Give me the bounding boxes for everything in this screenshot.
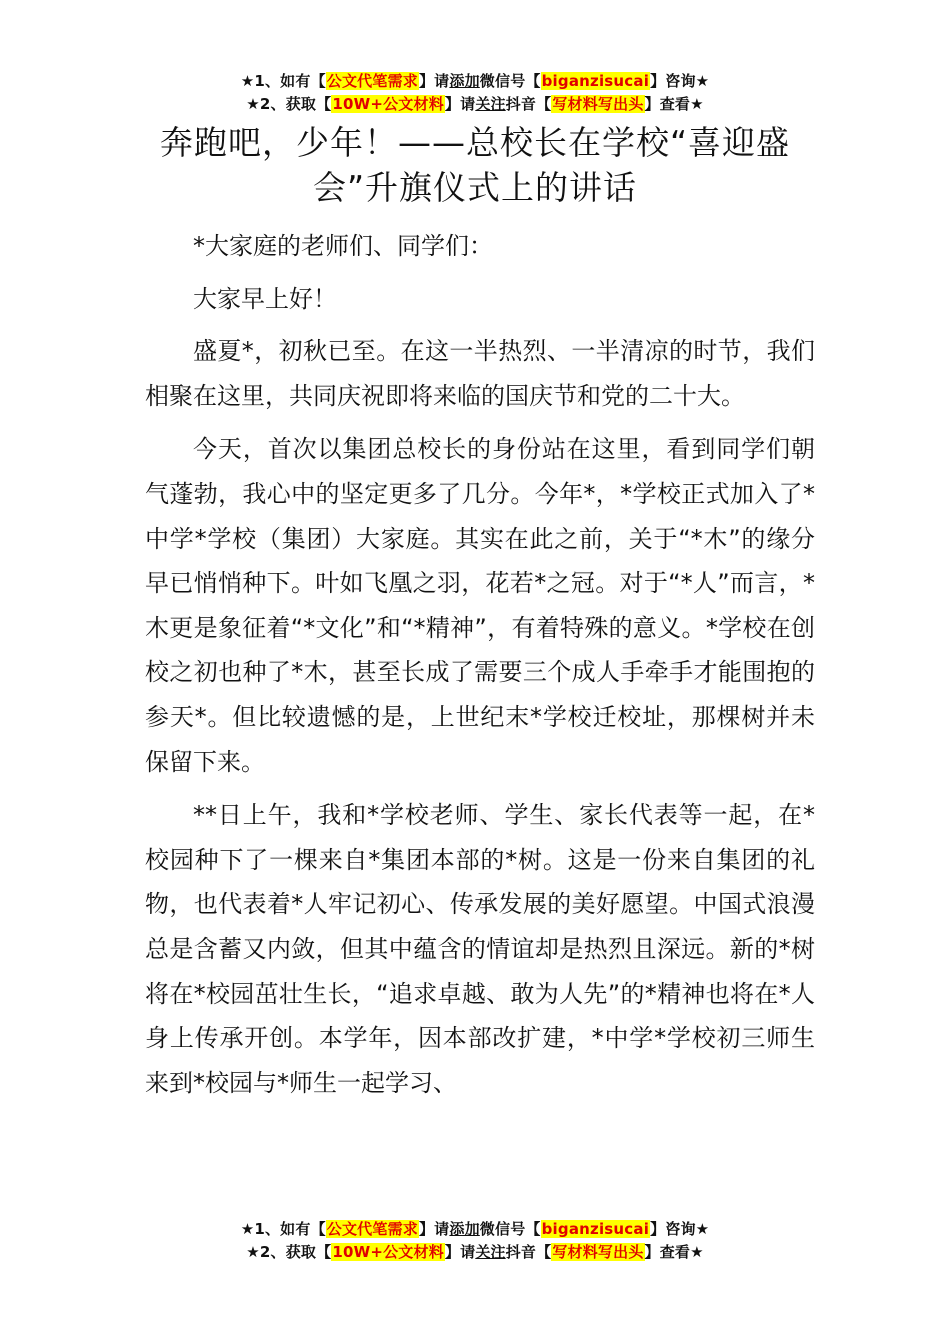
footer-banner-line-2: ★2、获取【10W+公文材料】请关注抖音【写材料写出头】查看★ xyxy=(246,1243,704,1261)
salutation: *大家庭的老师们、同学们： xyxy=(193,232,493,260)
footer-banner-line-1: ★1、如有【公文代笔需求】请添加微信号【biganzisucai】咨询★ xyxy=(240,1220,710,1238)
body-paragraph-3: **日上午，我和*学校老师、学生、家长代表等一起，在*校园种下了一棵来自*集团本部的*树。这是一份来自集团的礼物，也代表着*人牢记初心、传承发展的美好愿望。中国式浪漫总是含蓄又内敛，但其中蕴含的情谊却是热烈且深远。新的*树将在*校园茁壮生长，“追求卓越、敢为人先”的*精神也将在*人身上传承开创。本学年，因本部改扩建，*中学*学校初三师生来到*校园与*师生一起学习、 xyxy=(145,801,815,1097)
document-title: 奔跑吧，少年！——总校长在学校“喜迎盛会”升旗仪式上的讲话 xyxy=(159,123,791,207)
body-paragraph-2: 今天，首次以集团总校长的身份站在这里，看到同学们朝气蓬勃，我心中的坚定更多了几分。今年*，*学校正式加入了*中学*学校（集团）大家庭。其实在此之前，关于“*木”的缘分早已悄悄种下。叶如飞凰之羽，花若*之冠。对于“*人”而言，*木更是象征着“*文化”和“*精神”，有着特殊的意义。*学校在创校之初也种了*木，甚至长成了需要三个成人手牵手才能围抱的参天*。但比较遗憾的是，上世纪末*学校迁校址，那棵树并未保留下来。 xyxy=(145,435,815,776)
footer-highlight-service: 公文代笔需求 xyxy=(326,1220,418,1238)
banner-highlight-wechat: biganzisucai xyxy=(541,72,650,90)
document-body xyxy=(145,224,815,1114)
greeting: 大家早上好！ xyxy=(193,284,337,313)
footer-highlight-materials: 10W+公文材料 xyxy=(332,1243,444,1261)
header-banner xyxy=(0,70,950,116)
banner-highlight-materials: 10W+公文材料 xyxy=(332,95,444,113)
body-paragraph-1: 盛夏*，初秋已至。在这一半热烈、一半清凉的时节，我们相聚在这里，共同庆祝即将来临的国庆节和党的二十大。 xyxy=(145,337,815,410)
footer-banner xyxy=(0,1218,950,1264)
footer-highlight-wechat: biganzisucai xyxy=(541,1220,650,1238)
banner-line-2: ★2、获取【10W+公文材料】请关注抖音【写材料写出头】查看★ xyxy=(246,95,704,113)
banner-line-1: ★1、如有【公文代笔需求】请添加微信号【biganzisucai】咨询★ xyxy=(240,72,710,90)
footer-highlight-douyin: 写材料写出头 xyxy=(552,1243,644,1261)
banner-highlight-douyin: 写材料写出头 xyxy=(552,95,644,113)
banner-highlight-service: 公文代笔需求 xyxy=(326,72,418,90)
